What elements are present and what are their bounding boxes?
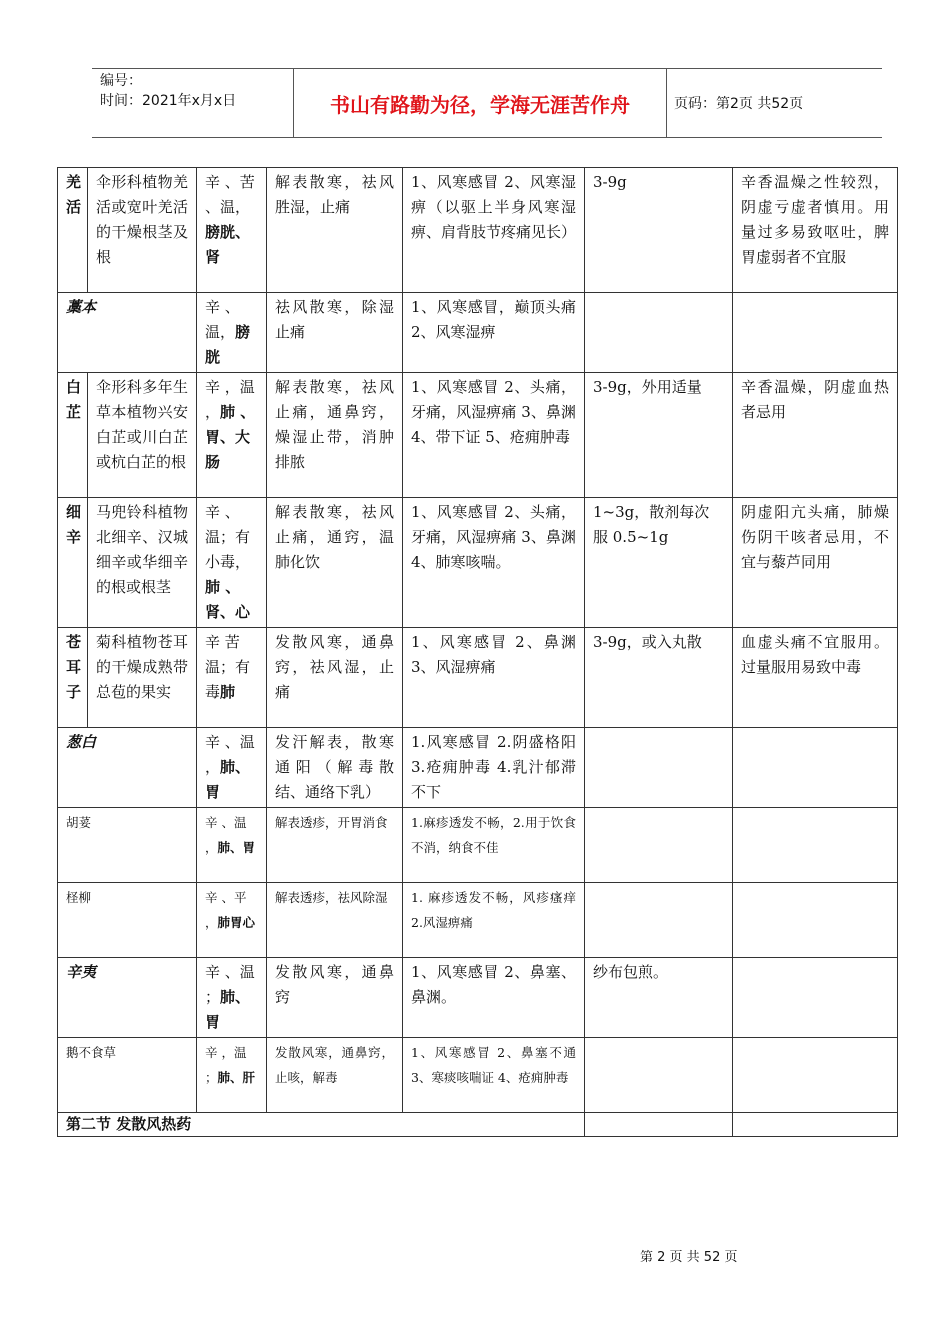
- table-row: [58, 1038, 898, 1113]
- table-row: [58, 808, 898, 883]
- herb-indication: 1、风寒感冒 2、鼻塞、鼻渊。: [403, 958, 585, 1038]
- table-row: [58, 498, 898, 628]
- herb-effect: 祛风散寒，除湿止痛: [267, 293, 403, 373]
- herb-effect: 解表散寒，祛风止痛，通鼻窍，燥湿止带，消肿排脓: [267, 373, 403, 498]
- herb-source: 伞形科植物羌活或宽叶羌活的干燥根茎及根: [88, 168, 197, 293]
- herb-caution: [733, 728, 898, 808]
- herb-indication: 1、风寒感冒，巅顶头痛 2、风寒湿痹: [403, 293, 585, 373]
- herb-name: 辛夷: [58, 958, 197, 1038]
- herb-name: 细辛: [58, 498, 88, 628]
- herb-effect: 发散风寒，通鼻窍，祛风湿，止痛: [267, 628, 403, 728]
- table-row: [58, 883, 898, 958]
- table-row: [58, 958, 898, 1038]
- herb-nature: 辛 、平 ，肺胃心: [197, 883, 267, 958]
- section-row: [58, 1113, 898, 1137]
- herb-nature: 辛 、温 ，肺、胃: [197, 808, 267, 883]
- empty-cell: [585, 1113, 733, 1137]
- herb-name: 藁本: [58, 293, 197, 373]
- herb-nature: 辛 苦温；有毒肺: [197, 628, 267, 728]
- herb-source: 伞形科多年生草本植物兴安白芷或川白芷或杭白芷的根: [88, 373, 197, 498]
- herb-nature: 辛 、温 ；肺、胃: [197, 958, 267, 1038]
- herb-caution: [733, 808, 898, 883]
- herb-dosage: 3-9g，外用适量: [585, 373, 733, 498]
- herb-source: 马兜铃科植物北细辛、汉城细辛或华细辛的根或根茎: [88, 498, 197, 628]
- herb-dosage: 1~3g，散剂每次服 0.5~1g: [585, 498, 733, 628]
- herb-caution: 辛香温燥之性较烈，阴虚亏虚者慎用。用量过多易致呕吐，脾胃虚弱者不宜服: [733, 168, 898, 293]
- page-header: [92, 68, 882, 138]
- section-title: 第二节 发散风热药: [58, 1113, 585, 1137]
- herb-dosage: 纱布包煎。: [585, 958, 733, 1038]
- herb-indication: 1、风寒感冒 2、头痛，牙痛，风湿痹痛 3、鼻渊 4、肺寒咳喘。: [403, 498, 585, 628]
- header-meta: [100, 71, 236, 111]
- herb-dosage: [585, 883, 733, 958]
- table-row: [58, 628, 898, 728]
- herb-indication: 1、风寒感冒 2、头痛，牙痛，风湿痹痛 3、鼻渊 4、带下证 5、疮痈肿毒: [403, 373, 585, 498]
- herb-nature: 辛 ，温 ，肺 、胃、大肠: [197, 373, 267, 498]
- table-row: [58, 293, 898, 373]
- herb-caution: [733, 293, 898, 373]
- herb-indication: 1.风寒感冒 2.阴盛格阳 3.疮痈肿毒 4.乳汁郁滞不下: [403, 728, 585, 808]
- herb-dosage: 3-9g: [585, 168, 733, 293]
- herb-name: 葱白: [58, 728, 197, 808]
- herb-dosage: [585, 728, 733, 808]
- herb-indication: 1.麻疹透发不畅，2.用于饮食不消，纳食不佳: [403, 808, 585, 883]
- herb-caution: [733, 958, 898, 1038]
- herb-dosage: 3-9g，或入丸散: [585, 628, 733, 728]
- herb-source: 菊科植物苍耳的干燥成熟带总苞的果实: [88, 628, 197, 728]
- page-footer: 第 2 页 共 52 页: [640, 1250, 738, 1265]
- herb-name: 鹅不食草: [58, 1038, 197, 1113]
- table-row: [58, 728, 898, 808]
- herb-name: 胡荽: [58, 808, 197, 883]
- herb-caution: 血虚头痛不宜服用。过量服用易致中毒: [733, 628, 898, 728]
- herb-name: 白芷: [58, 373, 88, 498]
- table-row: [58, 373, 898, 498]
- herb-dosage: [585, 808, 733, 883]
- herb-nature: 辛 、温，膀胱: [197, 293, 267, 373]
- herb-nature: 辛 、温 ，肺、胃: [197, 728, 267, 808]
- empty-cell: [733, 1113, 898, 1137]
- herb-name: 苍耳子: [58, 628, 88, 728]
- herb-effect: 解表散寒，祛风止痛，通窍，温肺化饮: [267, 498, 403, 628]
- time-label: 时间：2021年x月x日: [100, 93, 237, 109]
- herb-nature: 辛 、温；有小毒，肺 、肾、心: [197, 498, 267, 628]
- page-label: 页码：第2页 共52页: [674, 96, 804, 112]
- herb-indication: 1、风寒感冒 2、风寒湿痹（以驱上半身风寒湿痹、肩背肢节疼痛见长）: [403, 168, 585, 293]
- herb-nature: 辛 ，温 ；肺、肝: [197, 1038, 267, 1113]
- herb-effect: 解表透疹，祛风除湿: [267, 883, 403, 958]
- herb-effect: 发散风寒，通鼻窍: [267, 958, 403, 1038]
- herb-effect: 解表散寒，祛风胜湿，止痛: [267, 168, 403, 293]
- number-label: 编号：: [100, 73, 142, 89]
- herb-dosage: [585, 1038, 733, 1113]
- herb-name: 柽柳: [58, 883, 197, 958]
- herb-table: [57, 167, 898, 1137]
- herb-caution: 阴虚阳亢头痛，肺燥伤阴干咳者忌用，不宜与藜芦同用: [733, 498, 898, 628]
- motto: 书山有路勤为径，学海无涯苦作舟: [293, 69, 667, 137]
- herb-effect: 解表透疹，开胃消食: [267, 808, 403, 883]
- herb-indication: 1. 麻疹透发不畅，风疹瘙痒 2.风湿痹痛: [403, 883, 585, 958]
- herb-effect: 发散风寒，通鼻窍，止咳，解毒: [267, 1038, 403, 1113]
- herb-effect: 发汗解表，散寒通阳（解毒散结、通络下乳）: [267, 728, 403, 808]
- herb-name: 羌活: [58, 168, 88, 293]
- herb-caution: 辛香温燥，阴虚血热者忌用: [733, 373, 898, 498]
- table-row: [58, 168, 898, 293]
- herb-indication: 1、风寒感冒 2、鼻渊 3、风湿痹痛: [403, 628, 585, 728]
- herb-indication: 1、风寒感冒 2、鼻塞不通 3、寒痰咳喘证 4、疮痈肿毒: [403, 1038, 585, 1113]
- herb-dosage: [585, 293, 733, 373]
- herb-caution: [733, 883, 898, 958]
- herb-caution: [733, 1038, 898, 1113]
- herb-nature: 辛 、苦 、温，膀胱、肾: [197, 168, 267, 293]
